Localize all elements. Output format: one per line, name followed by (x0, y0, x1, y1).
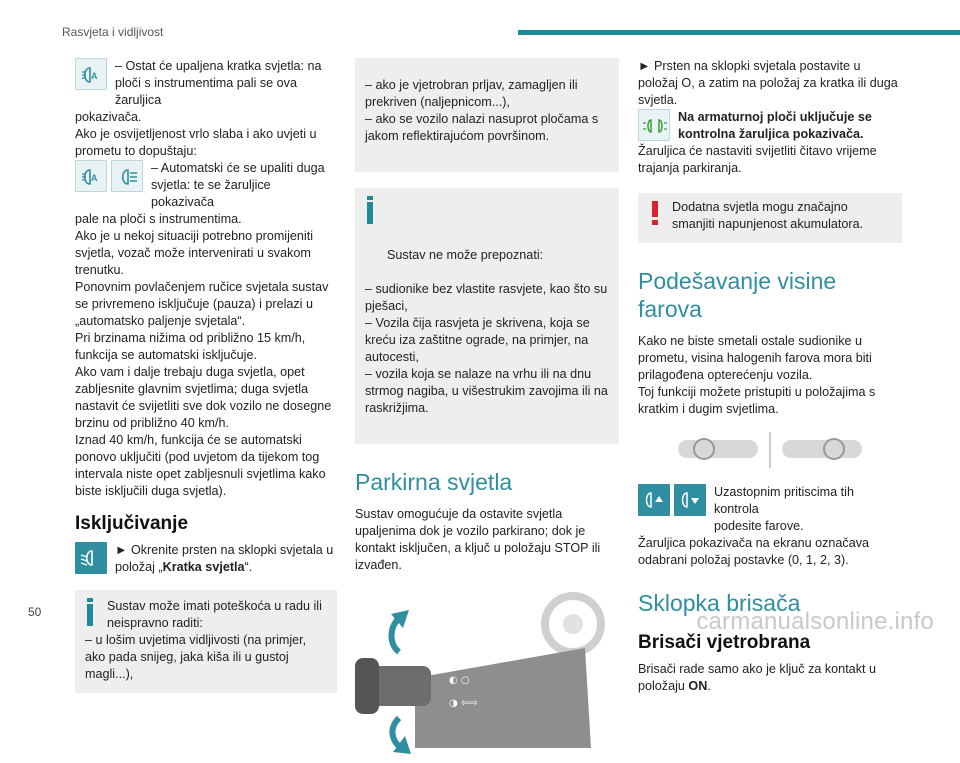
svg-text:A: A (91, 173, 98, 183)
watermark: carmanualsonline.info (696, 608, 934, 635)
col1-p6: Pri brzinama nižima od približno 15 km/h, funkcija se automatski isključuje. (75, 331, 306, 362)
info2-lead: Sustav ne može prepoznati: (387, 248, 544, 262)
high-beam-icon (111, 160, 143, 192)
warning-icon-dot (652, 220, 658, 225)
col3-p6: Žaruljica pokazivača na ekranu označava odabrani položaj postavke (0, 1, 2, 3). (638, 536, 870, 567)
col1-p1: – Ostat će upaljena kratka svjetla: na (115, 59, 322, 73)
subheading-windscreen-wipers: Brisači vjetrobrana (638, 632, 811, 653)
parking-indicator-row (638, 109, 902, 143)
auto-headlamp-icon (75, 58, 107, 90)
bold-note-a: Na armaturnoj ploči uključuje se (678, 110, 872, 124)
auto-low-beam-row (75, 58, 337, 109)
auto-high-beam-row (75, 160, 337, 211)
column-middle (355, 58, 619, 758)
col3-p2: Žaruljica će nastaviti svijetliti čitavo vrijeme trajanja parkiranja. (638, 144, 877, 175)
info-icon-dot (367, 196, 373, 200)
levelling-controls-row (638, 484, 902, 535)
col1-p8: Iznad 40 km/h, funkcija će se automatski ponovo uključiti (pod uvjetom da tijekom tog intervala niste opet zabljesnuli svjetlima kako biste isključili duga svjetla). (75, 433, 326, 498)
info-box-continued-text: – ako je vjetrobran prljav, zamagljen ili prekriven (naljepnicom...), – ako se vozilo nalazi nasuprot pločama s jakom reflektirajućom površinom. (365, 78, 599, 143)
info-item: – u lošim uvjetima vidljivosti (na primjer, ako pada snijeg, jaka kiša ili u gustoj magli...), (85, 633, 307, 681)
col1-p7: Ako vam i dalje trebaju duga svjetla, opet zabljesnite glavnim svjetlima; duga svjetla nastavit će svijetliti sve dok vozilo ne dosegne brzinu od približno 40 km/h. (75, 365, 332, 430)
page-number: 50 (28, 605, 42, 619)
off-instruction-a: ► Okrenite prsten na sklopki svjetala u (115, 543, 334, 557)
col3-p1: ► Prsten na sklopki svjetala postavite u položaj O, a zatim na položaj za kratka ili duga svjetla. (638, 59, 898, 107)
column-right (638, 58, 902, 695)
parking-light-icon (638, 109, 670, 141)
column-left (75, 58, 337, 693)
off-instruction-row (75, 542, 337, 576)
section-heading-off: Isključivanje (75, 513, 189, 534)
warning-box-battery (638, 193, 902, 243)
col3-p4: Toj funkciji možete pristupiti u položajima s kratkim i dugim svjetlima. (638, 385, 876, 416)
info-icon-bar (367, 202, 373, 224)
warning-text: Dodatna svjetla mogu značajno smanjiti napunjenost akumulatora. (672, 200, 864, 231)
info-lead: Sustav može imati poteškoća u radu ili neispravno raditi: (107, 599, 322, 630)
col1-p2: Ako je osvijetljenost vrlo slaba i ako uvjeti u (75, 127, 317, 141)
svg-text:◑ ⇦⇨: ◑ ⇦⇨ (449, 698, 478, 709)
on-position-bold: ON (688, 679, 708, 693)
off-instruction-bold: Kratka svjetla (162, 560, 245, 574)
col2-p1: Sustav omogućuje da ostavite svjetla upaljenima dok je vozilo parkirano; dok je kontakt isključen, a ključ u položaju STOP ili izvađen. (355, 507, 601, 572)
bold-note-b: kontrolna žaruljica pokazivača. (678, 127, 864, 141)
off-instruction-b: položaj „Kratka svjetla“. (115, 560, 253, 574)
col3-p3: Kako ne biste smetali ostale sudionike u prometu, visina halogenih farova mora biti prilagođena opterećenju vozila. (638, 334, 872, 382)
info2-items: – sudionike bez vlastite rasvjete, kao što su pješaci, – Vozila čija rasvjeta je skrivena, koja se kreću iza zaštitne ograde, na primjer, na autocesti, – vozila koja se nalaze na vrhu ili na dnu strmog nagiba, u višestrukim zavojima ili na raskrižjima. (365, 282, 608, 415)
col3-p5b: podesite farove. (714, 519, 804, 533)
col1-p4: Ako je u nekoj situaciji potrebno promijeniti svjetla, vozač može intervenirati u svakom trenutku. (75, 229, 314, 277)
auto-headlamp-icon (75, 160, 107, 192)
col3-p5a: Uzastopnim pritiscima tih kontrola (714, 485, 854, 516)
col1-p3c: pale na ploči s instrumentima. (75, 212, 242, 226)
info-icon-bar (87, 604, 93, 626)
info-box-cannot-detect (355, 188, 619, 444)
section-heading-wiper-switch: Sklopka brisača (638, 590, 801, 616)
headlamp-up-icon (674, 484, 706, 516)
col1-p3b: svjetla: te se žaruljice pokazivača (151, 178, 271, 209)
section-heading-headlamp-levelling: Podešavanje visine farova (638, 268, 837, 322)
col1-p1b: ploči s instrumentima pali se ova žaruljica (115, 76, 297, 107)
info-box-continued (355, 58, 619, 172)
steering-wheel-illustration (638, 428, 902, 472)
info-box-limitations (75, 590, 337, 693)
warning-icon-bar (652, 201, 658, 217)
info-icon-dot (87, 598, 93, 602)
light-stalk-illustration (355, 588, 619, 758)
col1-p1c: pokazivača. (75, 110, 142, 124)
page-header-title: Rasvjeta i vidljivost (62, 25, 164, 39)
svg-text:A: A (91, 71, 98, 81)
section-heading-parking-lights: Parkirna svjetla (355, 469, 513, 495)
header-accent-bar (518, 30, 960, 35)
col1-p5: Ponovnim povlačenjem ručice svjetala sustav se privremeno isključuje (pauza) i prelazi u „automatsko paljenje svjetala“. (75, 280, 329, 328)
col3-p7: Brisači rade samo ako je ključ za kontakt u položaju ON. (638, 662, 876, 693)
svg-text:◐ ○: ◐ ○ (449, 675, 470, 686)
low-beam-icon (75, 542, 107, 574)
headlamp-down-icon (638, 484, 670, 516)
col1-p3: – Automatski će se upaliti duga (151, 161, 325, 175)
col1-p2b: prometu to dopuštaju: (75, 144, 197, 158)
